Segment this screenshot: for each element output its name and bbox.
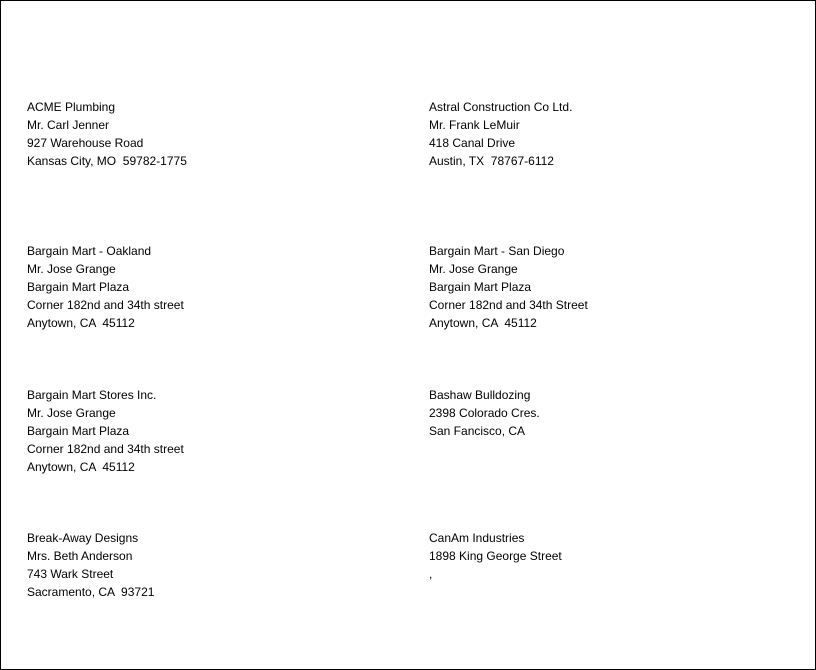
label-address-line: Bargain Mart Plaza xyxy=(27,280,130,294)
label-street: 743 Wark Street xyxy=(27,567,114,581)
label-city-state-zip: Anytown, CA 45112 xyxy=(27,460,135,474)
label-contact: Mr. Carl Jenner xyxy=(27,118,110,132)
address-label-bashaw-bulldozing xyxy=(429,386,789,440)
label-address-line: Bargain Mart Plaza xyxy=(27,424,130,438)
label-street: 418 Canal Drive xyxy=(429,136,516,150)
label-city-state-zip: Kansas City, MO 59782-1775 xyxy=(27,154,187,168)
label-contact: Mr. Jose Grange xyxy=(27,262,116,276)
address-label-bargain-mart-san-diego xyxy=(429,242,789,332)
label-company: Bargain Mart Stores Inc. xyxy=(27,388,157,402)
label-street: 1898 King George Street xyxy=(429,549,562,563)
label-city-state-zip: San Fancisco, CA xyxy=(429,424,526,438)
label-street: Corner 182nd and 34th street xyxy=(27,298,184,312)
address-label-bargain-mart-oakland xyxy=(27,242,387,332)
label-city-state-zip: , xyxy=(429,567,433,581)
label-street: Corner 182nd and 34th Street xyxy=(429,298,588,312)
label-contact: Mrs. Beth Anderson xyxy=(27,549,133,563)
label-company: ACME Plumbing xyxy=(27,100,116,114)
label-company: CanAm Industries xyxy=(429,531,525,545)
label-street: 927 Warehouse Road xyxy=(27,136,144,150)
address-label-astral-construction xyxy=(429,98,789,170)
label-company: Break-Away Designs xyxy=(27,531,139,545)
label-street: Corner 182nd and 34th street xyxy=(27,442,184,456)
label-city-state-zip: Austin, TX 78767-6112 xyxy=(429,154,554,168)
address-label-break-away-designs xyxy=(27,529,387,601)
label-company: Bargain Mart - San Diego xyxy=(429,244,565,258)
label-city-state-zip: Anytown, CA 45112 xyxy=(429,316,537,330)
label-company: Astral Construction Co Ltd. xyxy=(429,100,573,114)
address-label-canam-industries xyxy=(429,529,789,583)
label-contact: Mr. Jose Grange xyxy=(27,406,116,420)
label-company: Bargain Mart - Oakland xyxy=(27,244,152,258)
address-label-acme-plumbing xyxy=(27,98,387,170)
label-address-line: Bargain Mart Plaza xyxy=(429,280,532,294)
label-street: 2398 Colorado Cres. xyxy=(429,406,540,420)
label-contact: Mr. Jose Grange xyxy=(429,262,518,276)
label-city-state-zip: Anytown, CA 45112 xyxy=(27,316,135,330)
label-city-state-zip: Sacramento, CA 93721 xyxy=(27,585,155,599)
label-company: Bashaw Bulldozing xyxy=(429,388,531,402)
address-label-bargain-mart-stores xyxy=(27,386,387,476)
label-contact: Mr. Frank LeMuir xyxy=(429,118,520,132)
